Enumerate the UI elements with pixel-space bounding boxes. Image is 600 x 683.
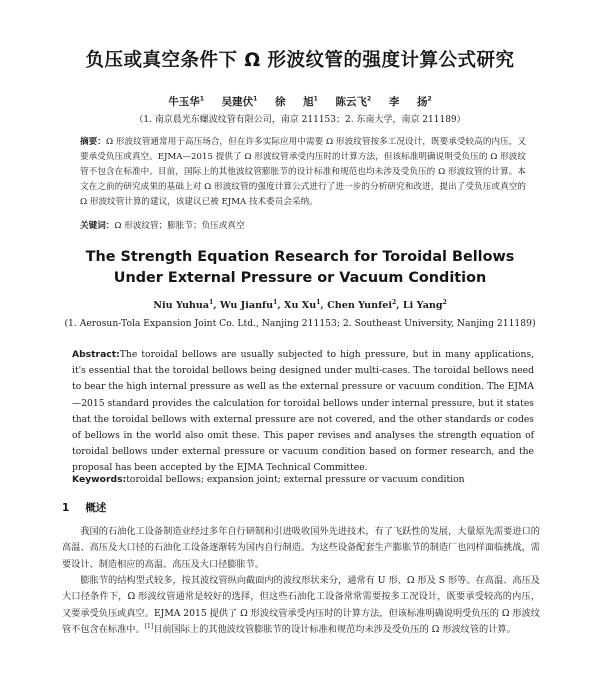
section-title: 概述 — [85, 502, 107, 514]
keywords-label: 关键词： — [80, 221, 115, 231]
section-number: 1 — [62, 502, 70, 514]
author: 牛玉华$^1$ — [168, 95, 204, 108]
english-abstract — [72, 347, 534, 477]
abstract-text: The toroidal bellows are usually subjected to high pressure, but in many applications, it's essential that the toroidal bellows being designed under multi-cases. The toroidal bellows need to bear the high internal pressure as well as the external pressure or vacuum condition. The EJMA—2015 standard provides the calculation for toroidal bellows under internal pressure, but it states that the toroidal bellows with external pressure are not covered, and the other standards or codes of bellows in the world also omit these. This paper revises and analyses the strength equation of toroidal bellows under external pressure or vacuum condition based on former research, and the proposal has been accepted by the EJMA Technical Committee. — [72, 349, 534, 474]
author: 李 扬$^2$ — [388, 95, 432, 108]
chinese-affiliation: （1. 南京晨光东螺波纹管有限公司，南京 211153；2. 东南大学，南京 211189） — [134, 115, 466, 125]
body-paragraph: 我国的石油化工设备制造业经过多年自行研制和引进吸收国外先进技术，有了飞跃性的发展，大量原先需要进口的高温、高压及大口径的石油化工设备逐渐转为国内自行制造。为这些设备配套生产膨胀节的制造厂也同样面临挑战，需要设计、制造相应的高温、高压及大口径膨胀节。 — [62, 526, 540, 570]
citation-ref[interactable]: [1] — [144, 623, 154, 631]
author: 陈云飞$^2$ — [335, 95, 372, 108]
keywords-text: Ω 形波纹管；膨胀节；负压或真空 — [114, 221, 245, 231]
author: 吴建伏$^1$ — [221, 95, 258, 108]
author: Niu Yuhua$^1$, — [153, 298, 220, 311]
english-authors — [0, 300, 600, 311]
body-paragraph — [62, 573, 540, 639]
english-title-line: The Strength Equation Research for Toroidal Bellows — [85, 249, 515, 265]
body-text: 目前国际上的其他波纹管膨胀节的设计标准和规范均未涉及受负压的 Ω 形波纹管的计算。 — [153, 624, 516, 636]
section-heading — [62, 500, 106, 515]
body-text: 膨胀节的结构型式较多，按其波纹管纵向截面内的波纹形状来分，通常有 U 形、Ω 形及 S 形等。在高温、高压及大口径条件下，Ω 形波纹管通常是较好的选择，但这些石油化工设备常常需要按多工况设计，既要承受较高的内压，又要承受负压或真空。EJMA 2015 提供了 Ω 形波纹管承受内压时的计算方法，但该标准明确说明受负压的 Ω 形波纹管不包含在标准中。 — [62, 575, 540, 636]
author: Xu Xu$^1$, — [284, 298, 328, 311]
english-keywords — [72, 472, 534, 488]
chinese-abstract — [80, 135, 526, 210]
chinese-keywords — [80, 219, 526, 234]
keywords-label: Keywords: — [72, 474, 127, 485]
abstract-label: Abstract: — [72, 349, 120, 360]
keywords-text: toroidal bellows; expansion joint; external pressure or vacuum condition — [126, 474, 465, 485]
chinese-authors — [0, 94, 600, 109]
author: 徐 旭$^1$ — [275, 95, 318, 108]
abstract-label: 摘要： — [80, 137, 106, 147]
english-title — [0, 247, 600, 289]
english-title-line: Under External Pressure or Vacuum Condition — [113, 270, 487, 286]
abstract-text: Ω 形波纹管通常用于高压场合，但在许多实际应用中需要 Ω 形波纹管按多工况设计，既要承受较高的内压，又要承受负压或真空。EJMA—2015 提供了 Ω 形波纹管承受内压时的计算方法，但该标准明确说明受负压的 Ω 形波纹管不包含在标准中。目前，国际上的其他波纹管膨胀节的设计标准和规范也均未涉及受负压的 Ω 形波纹管的计算。本文在之前的研究成果的基础上对 Ω 形波纹管的强度计算公式进行了进一步的分析研究和改进，提出了受负压或真空的 Ω 形波纹管计算的建议，该建议已被 EJMA 技术委员会采纳。 — [80, 137, 526, 207]
author: Wu Jianfu$^1$, — [219, 298, 285, 311]
author: Chen Yunfei$^2$, — [327, 298, 403, 311]
author: Li Yang$^2$ — [402, 298, 447, 311]
english-affiliation: (1. Aerosun-Tola Expansion Joint Co. Ltd., Nanjing 211153; 2. Southeast University, Nanjing 211189) — [64, 318, 536, 329]
chinese-title: 负压或真空条件下 Ω 形波纹管的强度计算公式研究 — [85, 50, 515, 71]
